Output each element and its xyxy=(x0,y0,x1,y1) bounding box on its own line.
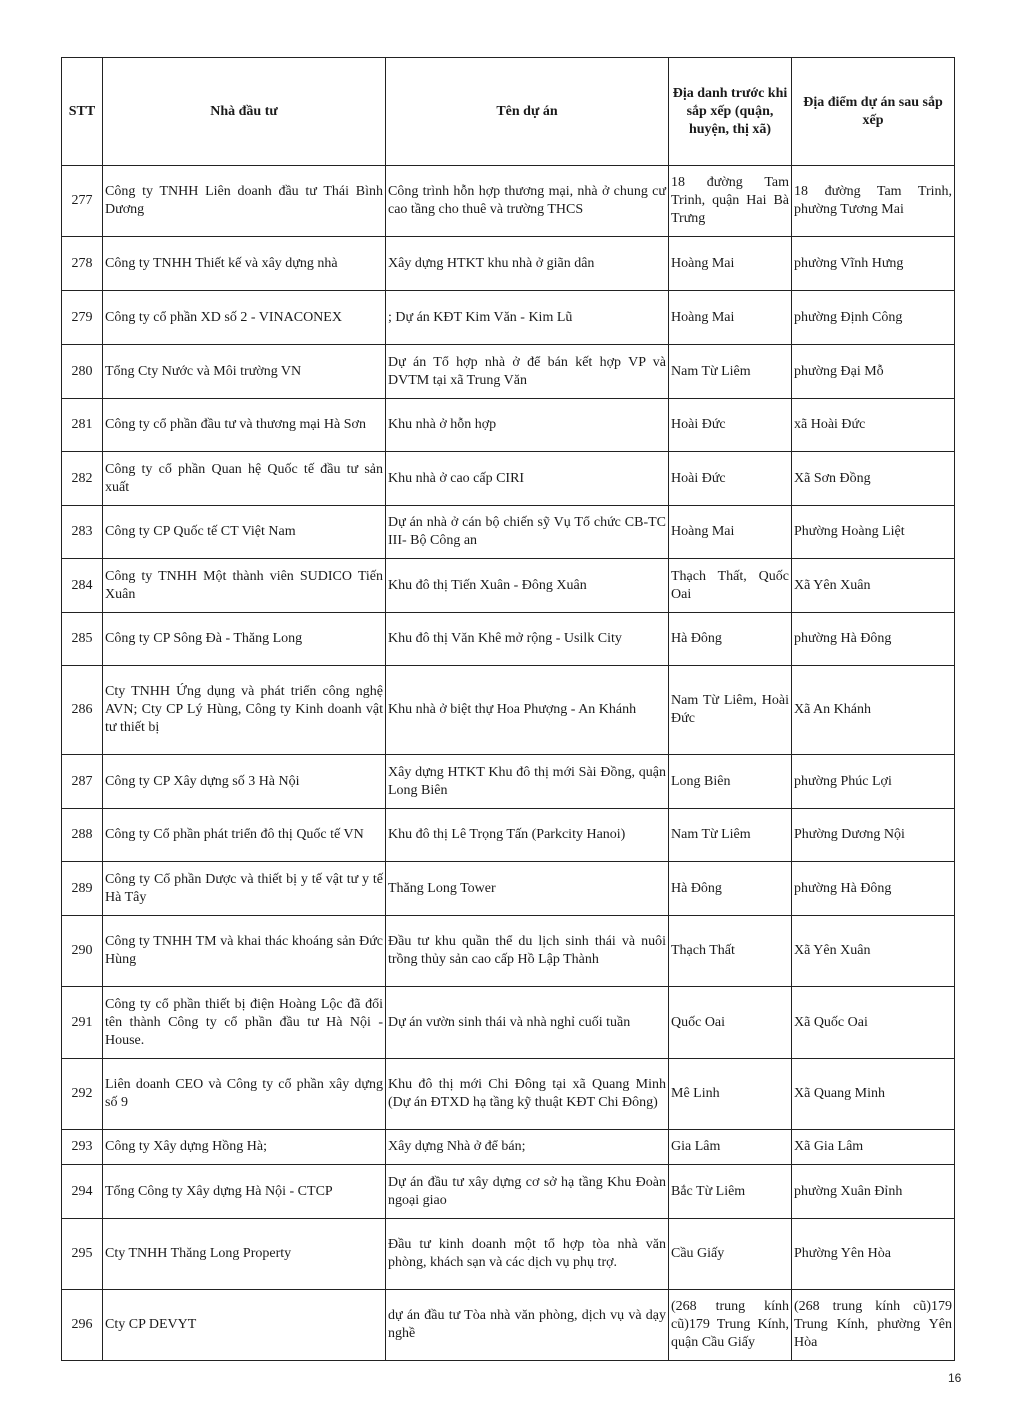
cell-new-location: 18 đường Tam Trinh, phường Tương Mai xyxy=(792,166,955,237)
table-row xyxy=(62,506,955,559)
cell-stt: 280 xyxy=(62,345,103,399)
table-header-row xyxy=(62,58,955,166)
cell-old-location: Hoàng Mai xyxy=(669,237,792,291)
cell-project-name: dự án đầu tư Tòa nhà văn phòng, dịch vụ và dạy nghề xyxy=(386,1290,669,1361)
header-project-name: Tên dự án xyxy=(386,58,669,166)
cell-old-location: 18 đường Tam Trinh, quận Hai Bà Trưng xyxy=(669,166,792,237)
cell-old-location: Hoàng Mai xyxy=(669,291,792,345)
cell-new-location: (268 trung kính cũ)179 Trung Kính, phường Yên Hòa xyxy=(792,1290,955,1361)
cell-project-name: Dự án Tổ hợp nhà ở để bán kết hợp VP và DVTM tại xã Trung Văn xyxy=(386,345,669,399)
cell-new-location: Xã Yên Xuân xyxy=(792,916,955,987)
cell-new-location: Xã Gia Lâm xyxy=(792,1130,955,1165)
table-row xyxy=(62,1219,955,1290)
cell-project-name: Khu đô thị Lê Trọng Tấn (Parkcity Hanoi) xyxy=(386,809,669,862)
cell-new-location: Xã Sơn Đồng xyxy=(792,452,955,506)
cell-old-location: Quốc Oai xyxy=(669,987,792,1059)
table-row xyxy=(62,613,955,666)
header-investor: Nhà đầu tư xyxy=(103,58,386,166)
cell-stt: 277 xyxy=(62,166,103,237)
cell-stt: 282 xyxy=(62,452,103,506)
cell-project-name: Khu nhà ở biệt thự Hoa Phượng - An Khánh xyxy=(386,666,669,755)
table-row xyxy=(62,399,955,452)
cell-project-name: Xây dựng Nhà ở để bán; xyxy=(386,1130,669,1165)
table-row xyxy=(62,166,955,237)
cell-old-location: Nam Từ Liêm xyxy=(669,809,792,862)
cell-old-location: Hà Đông xyxy=(669,613,792,666)
cell-investor: Công ty CP Quốc tế CT Việt Nam xyxy=(103,506,386,559)
table-row xyxy=(62,1130,955,1165)
cell-old-location: Thạch Thất xyxy=(669,916,792,987)
table-row xyxy=(62,291,955,345)
cell-old-location: Hà Đông xyxy=(669,862,792,916)
cell-stt: 290 xyxy=(62,916,103,987)
cell-investor: Công ty Cổ phần Dược và thiết bị y tế vật tư y tế Hà Tây xyxy=(103,862,386,916)
cell-project-name: Dự án vườn sinh thái và nhà nghỉ cuối tuần xyxy=(386,987,669,1059)
cell-stt: 281 xyxy=(62,399,103,452)
cell-old-location: Bắc Từ Liêm xyxy=(669,1165,792,1219)
cell-stt: 284 xyxy=(62,559,103,613)
cell-new-location: Phường Dương Nội xyxy=(792,809,955,862)
cell-stt: 293 xyxy=(62,1130,103,1165)
cell-new-location: phường Xuân Đỉnh xyxy=(792,1165,955,1219)
cell-stt: 292 xyxy=(62,1059,103,1130)
table-row xyxy=(62,862,955,916)
cell-old-location: (268 trung kính cũ)179 Trung Kính, quận Cầu Giấy xyxy=(669,1290,792,1361)
cell-project-name: Công trình hỗn hợp thương mại, nhà ở chung cư cao tầng cho thuê và trường THCS xyxy=(386,166,669,237)
table-row xyxy=(62,755,955,809)
cell-stt: 296 xyxy=(62,1290,103,1361)
cell-project-name: Khu nhà ở cao cấp CIRI xyxy=(386,452,669,506)
cell-investor: Công ty cổ phần XD số 2 - VINACONEX xyxy=(103,291,386,345)
cell-old-location: Long Biên xyxy=(669,755,792,809)
cell-stt: 295 xyxy=(62,1219,103,1290)
table-row xyxy=(62,559,955,613)
cell-new-location: Phường Hoàng Liệt xyxy=(792,506,955,559)
cell-new-location: phường Hà Đông xyxy=(792,862,955,916)
table-row xyxy=(62,916,955,987)
cell-new-location: phường Vĩnh Hưng xyxy=(792,237,955,291)
table-row xyxy=(62,1290,955,1361)
cell-new-location: Phường Yên Hòa xyxy=(792,1219,955,1290)
cell-stt: 278 xyxy=(62,237,103,291)
table-row xyxy=(62,345,955,399)
page-number: 16 xyxy=(948,1371,962,1385)
cell-stt: 291 xyxy=(62,987,103,1059)
cell-investor: Công ty TNHH Liên doanh đầu tư Thái Bình Dương xyxy=(103,166,386,237)
cell-investor: Cty TNHH Ứng dụng và phát triển công nghệ AVN; Cty CP Lý Hùng, Công ty Kinh doanh vật tư thiết bị xyxy=(103,666,386,755)
header-old-location: Địa danh trước khi sắp xếp (quận, huyện, thị xã) xyxy=(669,58,792,166)
cell-stt: 289 xyxy=(62,862,103,916)
cell-new-location: phường Hà Đông xyxy=(792,613,955,666)
cell-project-name: Khu nhà ở hỗn hợp xyxy=(386,399,669,452)
cell-old-location: Mê Linh xyxy=(669,1059,792,1130)
cell-project-name: Dự án nhà ở cán bộ chiến sỹ Vụ Tổ chức CB-TC III- Bộ Công an xyxy=(386,506,669,559)
cell-project-name: Xây dựng HTKT Khu đô thị mới Sài Đồng, quận Long Biên xyxy=(386,755,669,809)
cell-project-name: Khu đô thị Văn Khê mở rộng - Usilk City xyxy=(386,613,669,666)
cell-investor: Công ty CP Sông Đà - Thăng Long xyxy=(103,613,386,666)
cell-investor: Công ty CP Xây dựng số 3 Hà Nội xyxy=(103,755,386,809)
cell-investor: Tổng Công ty Xây dựng Hà Nội - CTCP xyxy=(103,1165,386,1219)
cell-investor: Công ty cổ phần Quan hệ Quốc tế đầu tư sản xuất xyxy=(103,452,386,506)
cell-new-location: Xã An Khánh xyxy=(792,666,955,755)
cell-project-name: Xây dựng HTKT khu nhà ở giãn dân xyxy=(386,237,669,291)
table-row xyxy=(62,809,955,862)
cell-new-location: phường Định Công xyxy=(792,291,955,345)
cell-new-location: Xã Yên Xuân xyxy=(792,559,955,613)
cell-investor: Công ty TNHH Một thành viên SUDICO Tiến Xuân xyxy=(103,559,386,613)
table-row xyxy=(62,666,955,755)
table-row xyxy=(62,987,955,1059)
cell-new-location: Xã Quốc Oai xyxy=(792,987,955,1059)
cell-investor: Công ty TNHH Thiết kế và xây dựng nhà xyxy=(103,237,386,291)
cell-investor: Liên doanh CEO và Công ty cổ phần xây dựng số 9 xyxy=(103,1059,386,1130)
cell-project-name: Khu đô thị Tiến Xuân - Đông Xuân xyxy=(386,559,669,613)
table-row xyxy=(62,1165,955,1219)
cell-project-name: ; Dự án KĐT Kim Văn - Kim Lũ xyxy=(386,291,669,345)
cell-old-location: Nam Từ Liêm xyxy=(669,345,792,399)
cell-investor: Công ty TNHH TM và khai thác khoáng sản Đức Hùng xyxy=(103,916,386,987)
table-row xyxy=(62,237,955,291)
cell-project-name: Đầu tư khu quần thể du lịch sinh thái và nuôi trồng thủy sản cao cấp Hồ Lập Thành xyxy=(386,916,669,987)
cell-old-location: Hoàng Mai xyxy=(669,506,792,559)
cell-new-location: xã Hoài Đức xyxy=(792,399,955,452)
table-row xyxy=(62,1059,955,1130)
cell-stt: 294 xyxy=(62,1165,103,1219)
cell-investor: Công ty cổ phần thiết bị điện Hoàng Lộc đã đổi tên thành Công ty cổ phần đầu tư Hà Nội - House. xyxy=(103,987,386,1059)
table-row xyxy=(62,452,955,506)
cell-stt: 287 xyxy=(62,755,103,809)
cell-old-location: Gia Lâm xyxy=(669,1130,792,1165)
cell-old-location: Cầu Giấy xyxy=(669,1219,792,1290)
cell-project-name: Thăng Long Tower xyxy=(386,862,669,916)
header-new-location: Địa điểm dự án sau sắp xếp xyxy=(792,58,955,166)
cell-stt: 288 xyxy=(62,809,103,862)
cell-new-location: phường Đại Mỗ xyxy=(792,345,955,399)
cell-old-location: Hoài Đức xyxy=(669,399,792,452)
cell-project-name: Khu đô thị mới Chi Đông tại xã Quang Minh (Dự án ĐTXD hạ tầng kỹ thuật KĐT Chi Đông) xyxy=(386,1059,669,1130)
cell-investor: Công ty cổ phần đầu tư và thương mại Hà Sơn xyxy=(103,399,386,452)
cell-old-location: Thạch Thất, Quốc Oai xyxy=(669,559,792,613)
cell-stt: 285 xyxy=(62,613,103,666)
cell-investor: Công ty Xây dựng Hồng Hà; xyxy=(103,1130,386,1165)
cell-investor: Cty TNHH Thăng Long Property xyxy=(103,1219,386,1290)
cell-stt: 279 xyxy=(62,291,103,345)
header-stt: STT xyxy=(62,58,103,166)
cell-old-location: Hoài Đức xyxy=(669,452,792,506)
cell-stt: 286 xyxy=(62,666,103,755)
table-body xyxy=(62,166,955,1361)
cell-new-location: Xã Quang Minh xyxy=(792,1059,955,1130)
cell-investor: Công ty Cổ phần phát triển đô thị Quốc tế VN xyxy=(103,809,386,862)
cell-project-name: Đầu tư kinh doanh một tổ hợp tòa nhà văn phòng, khách sạn và các dịch vụ phụ trợ. xyxy=(386,1219,669,1290)
cell-investor: Cty CP DEVYT xyxy=(103,1290,386,1361)
investment-projects-table xyxy=(61,57,955,1361)
cell-project-name: Dự án đầu tư xây dựng cơ sở hạ tầng Khu Đoàn ngoại giao xyxy=(386,1165,669,1219)
cell-old-location: Nam Từ Liêm, Hoài Đức xyxy=(669,666,792,755)
cell-stt: 283 xyxy=(62,506,103,559)
cell-new-location: phường Phúc Lợi xyxy=(792,755,955,809)
cell-investor: Tổng Cty Nước và Môi trường VN xyxy=(103,345,386,399)
